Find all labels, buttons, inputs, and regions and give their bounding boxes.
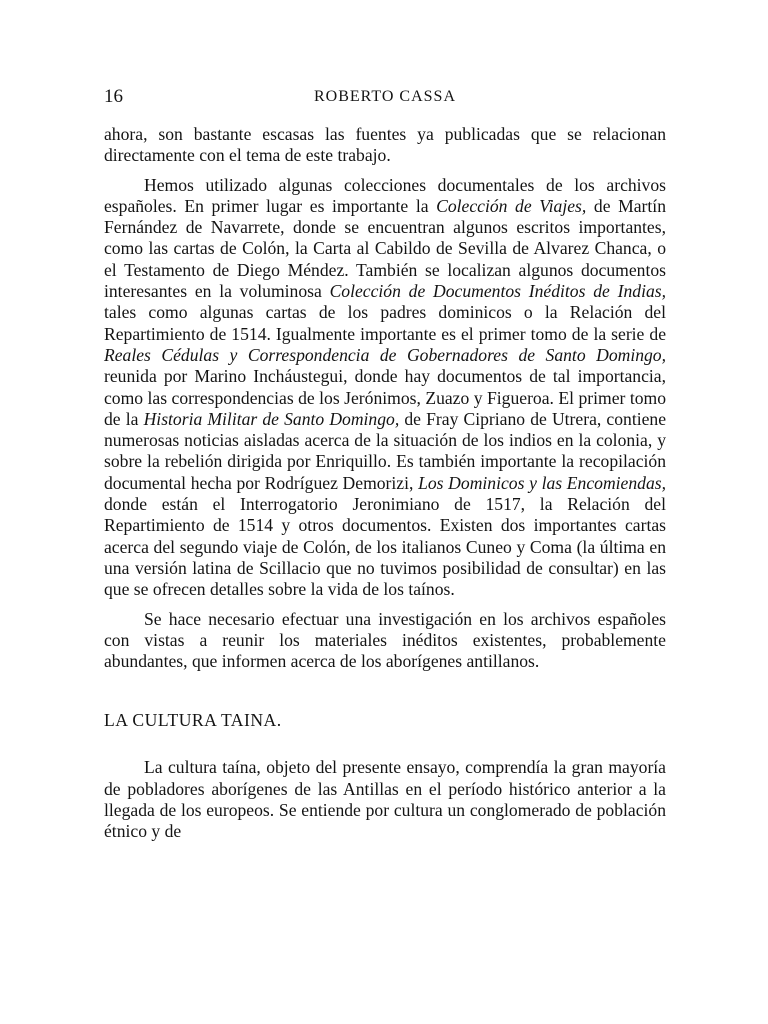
book-title-coleccion-viajes: Colección de Viajes,: [436, 195, 587, 216]
paragraph-text: de Martín Fernández de Navarrete, donde se encuentran algunos escritos importantes, como las cartas de Colón, la Carta al Cabildo de Sevilla de Alvarez Chanca, o el Testamento de Diego Méndez. También se localizan algunos documentos interesantes en la voluminosa: [104, 195, 666, 302]
book-title-dominicos-encomiendas: Los Dominicos y las Encomiendas,: [418, 472, 666, 493]
page-header: [104, 86, 666, 110]
paragraph-investigation: Se hace necesario efectuar una investigación en los archivos españoles con vistas a reunir los materiales inéditos existentes, probablemente abundantes, que informen acerca de los aborígenes antillanos.: [104, 608, 666, 672]
paragraph-continued: ahora, son bastante escasas las fuentes ya publicadas que se relacionan directamente con el tema de este trabajo.: [104, 124, 666, 166]
paragraph-sources: [104, 175, 666, 601]
paragraph-text: Hemos utilizado algunas colecciones documentales de los archivos españoles. En primer lugar es importante la: [104, 174, 666, 216]
paragraph-text: tales como algunas cartas de los padres dominicos o la Relación del Repartimiento de 1514. Igualmente importante es el primer tomo de la serie de: [104, 302, 666, 344]
body-text: [104, 124, 666, 843]
paragraph-text: reunida por Marino Incháustegui, donde hay documentos de tal importancia, como las correspondencias de los Jerónimos, Zuazo y Figueroa. El primer tomo de la: [104, 366, 666, 429]
page-number: 16: [104, 86, 123, 107]
paragraph-text: donde están el Interrogatorio Jeronimiano de 1517, la Relación del Repartimiento de 1514 y otros documentos. Existen dos importantes cartas acerca del segundo viaje de Colón, de los italianos Cuneo y Coma (la última en una versión latina de Scillacio que no tuvimos posibilidad de consultar) en las que se ofrecen detalles sobre la vida de los taínos.: [104, 494, 666, 600]
book-title-historia-militar: Historia Militar de Santo Domingo,: [143, 408, 400, 429]
section-heading: LA CULTURA TAINA.: [104, 710, 282, 731]
running-head-author: ROBERTO CASSA: [314, 88, 456, 105]
book-title-reales-cedulas: Reales Cédulas y Correspondencia de Gobernadores de Santo Domingo,: [104, 344, 666, 365]
paragraph-text: de Fray Cipriano de Utrera, contiene numerosas noticias aisladas acerca de la situación de los indios en la colonia, y sobre la rebelión dirigida por Enriquillo. Es también importante la recopilación documental hecha por Rodríguez Demorizi,: [104, 408, 667, 493]
book-title-documentos-ineditos: Colección de Documentos Inéditos de Indias,: [329, 281, 666, 302]
paragraph-cultura-taina: La cultura taína, objeto del presente ensayo, comprendía la gran mayoría de pobladores aborígenes de las Antillas en el período histórico anterior a la llegada de los europeos. Se entiende por cultura un conglomerado de población étnico y de: [104, 757, 666, 842]
